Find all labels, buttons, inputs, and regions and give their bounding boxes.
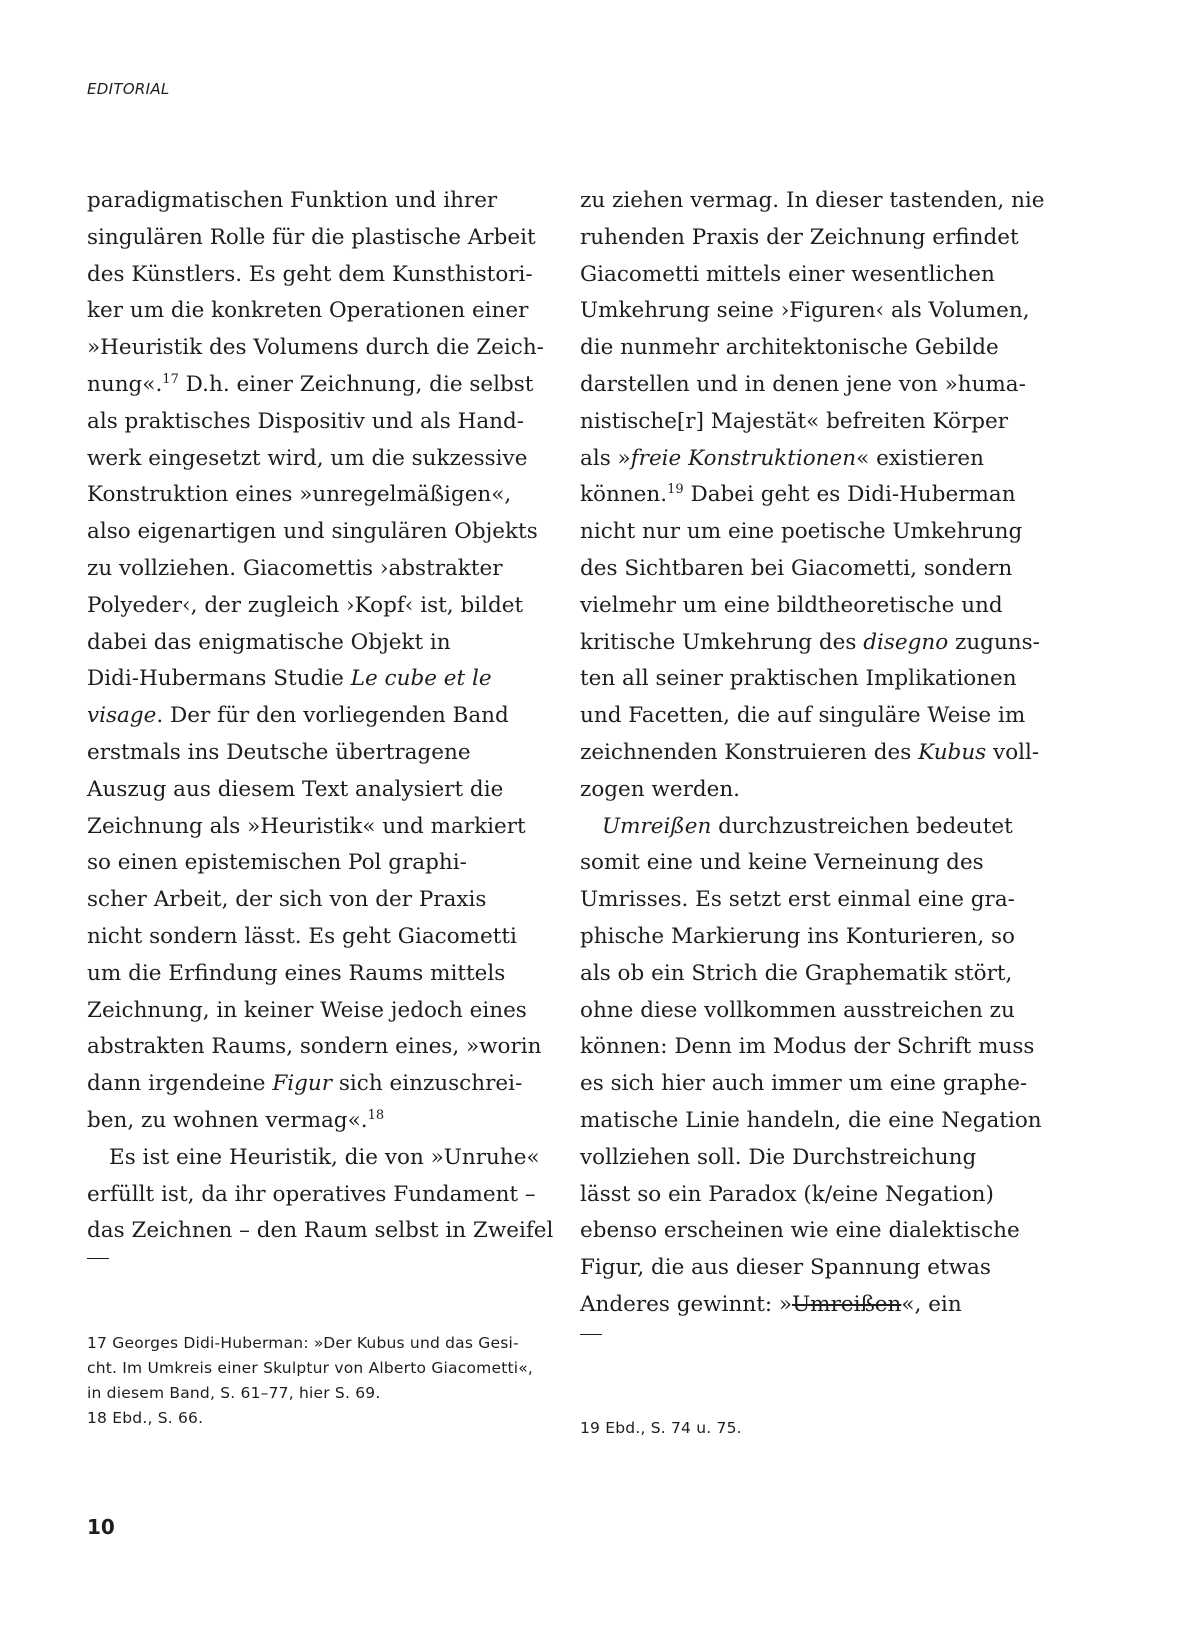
footnote-ref: 17 [162,371,179,387]
footnote-line: cht. Im Umkreis einer Skulptur von Alberto Giacometti«, [87,1359,534,1377]
text-line: Umreißen durchzustreichen bedeutet [602,813,1013,839]
text-line: als ob ein Strich die Graphematik stört, [580,960,1013,986]
footnote-line: in diesem Band, S. 61–77, hier S. 69. [87,1384,381,1402]
emphasis: Figur [272,1071,333,1097]
text-line: ruhenden Praxis der Zeichnung erfindet [580,224,1019,250]
text-line: abstrakten Raums, sondern eines, »worin [87,1034,542,1060]
text-line: werk eingesetzt wird, um die sukzessive [87,445,528,471]
text-line: können: Denn im Modus der Schrift muss [580,1034,1035,1060]
text-line: des Künstlers. Es geht dem Kunsthistori- [87,261,533,287]
text-line: somit eine und keine Verneinung des [580,850,984,876]
text-line: zeichnenden Konstruieren des Kubus voll- [580,739,1040,765]
text-line: ben, zu wohnen vermag«.$^{18}$ [87,1107,385,1133]
text-line: also eigenartigen und singulären Objekts [87,519,538,545]
text-line: ebenso erscheinen wie eine dialektische [580,1218,1020,1244]
text-line: Zeichnung, in keiner Weise jedoch eines [87,997,527,1023]
text-line: nung«.$^{17}$ D.h. einer Zeichnung, die selbst [87,371,534,397]
emphasis: Kubus [918,739,987,765]
text-line: erfüllt ist, da ihr operatives Fundament – [87,1181,536,1207]
text-line: phische Markierung ins Konturieren, so [580,923,1015,949]
text-line: singulären Rolle für die plastische Arbeit [87,224,536,250]
text-line: dabei das enigmatische Objekt in [87,629,451,655]
text-line: Giacometti mittels einer wesentlichen [580,261,995,287]
emphasis: Umreißen [602,813,712,839]
text-line: ohne diese vollkommen ausstreichen zu [580,997,1015,1023]
footnotes-right [580,1416,1050,1441]
footnote-rule [580,1334,602,1335]
right-column [580,183,1050,1324]
text-line: nicht nur um eine poetische Umkehrung [580,519,1023,545]
footnote-line: 18 Ebd., S. 66. [87,1409,204,1427]
left-column [87,183,557,1250]
text-line: Polyeder‹, der zugleich ›Kopf‹ ist, bildet [87,592,524,618]
text-line: zu vollziehen. Giacomettis ›abstrakter [87,555,503,581]
text-line: Anderes gewinnt: »Umreißen«, ein [580,1291,962,1317]
footnote-line: 17 Georges Didi-Huberman: »Der Kubus und das Gesi- [87,1334,519,1352]
text-line: erstmals ins Deutsche übertragene [87,739,471,765]
text-line: so einen epistemischen Pol graphi- [87,850,467,876]
text-line: Auszug aus diesem Text analysiert die [87,776,504,802]
text-line: zu ziehen vermag. In dieser tastenden, nie [580,188,1045,213]
text-line: nistische[r] Majestät« befreiten Körper [580,408,1008,434]
footnote-rule [87,1258,109,1259]
text-line: paradigmatischen Funktion und ihrer [87,188,498,213]
emphasis: disegno [863,629,949,655]
page-number: 10 [87,1515,115,1539]
text-line: Didi-Hubermans Studie Le cube et le [87,666,492,692]
text-line: können.$^{19}$ Dabei geht es Didi-Huberman [580,482,1016,508]
text-line: Es ist eine Heuristik, die von »Unruhe« [109,1144,540,1170]
text-line: Umkehrung seine ›Figuren‹ als Volumen, [580,298,1030,324]
text-line: zogen werden. [580,776,741,802]
text-line: um die Erfindung eines Raums mittels [87,960,506,986]
footnote-ref: 19 [667,482,684,498]
text-line: Umrisses. Es setzt erst einmal eine gra- [580,887,1015,913]
text-line: und Facetten, die auf singuläre Weise im [580,703,1026,729]
text-line: als »freie Konstruktionen« existieren [580,445,984,471]
footnote-line: 19 Ebd., S. 74 u. 75. [580,1419,742,1437]
text-line: ten all seiner praktischen Implikationen [580,666,1017,692]
book-title: Le cube et le [350,666,492,692]
text-line: vollziehen soll. Die Durchstreichung [580,1144,977,1170]
text-line: dann irgendeine Figur sich einzuschrei- [87,1071,523,1097]
text-line: Konstruktion eines »unregelmäßigen«, [87,482,512,508]
text-line: als praktisches Dispositiv und als Hand- [87,408,525,434]
book-title: visage [87,703,157,729]
text-line: es sich hier auch immer um eine graphe- [580,1071,1028,1097]
struck-word: Umreißen [792,1291,902,1317]
text-line: ker um die konkreten Operationen einer [87,298,529,324]
footnotes-left [87,1331,557,1431]
footnote-ref: 18 [367,1107,385,1123]
text-line: vielmehr um eine bildtheoretische und [580,592,1003,618]
text-line: Zeichnung als »Heuristik« und markiert [87,813,526,839]
text-line: kritische Umkehrung des disegno zuguns- [580,629,1040,655]
text-line: darstellen und in denen jene von »huma- [580,371,1026,397]
text-line: scher Arbeit, der sich von der Praxis [87,887,487,913]
text-line: das Zeichnen – den Raum selbst in Zweifel [87,1218,554,1244]
text-line: matische Linie handeln, die eine Negation [580,1107,1042,1133]
text-line: visage. Der für den vorliegenden Band [87,703,509,729]
text-line: die nunmehr architektonische Gebilde [580,335,999,361]
text-line: Figur, die aus dieser Spannung etwas [580,1255,991,1281]
text-line: lässt so ein Paradox (k/eine Negation) [580,1181,994,1207]
text-line: des Sichtbaren bei Giacometti, sondern [580,555,1013,581]
text-line: »Heuristik des Volumens durch die Zeich- [87,335,544,361]
emphasis: freie Konstruktionen [630,445,857,471]
running-head: EDITORIAL [87,80,170,98]
text-line: nicht sondern lässt. Es geht Giacometti [87,923,517,949]
